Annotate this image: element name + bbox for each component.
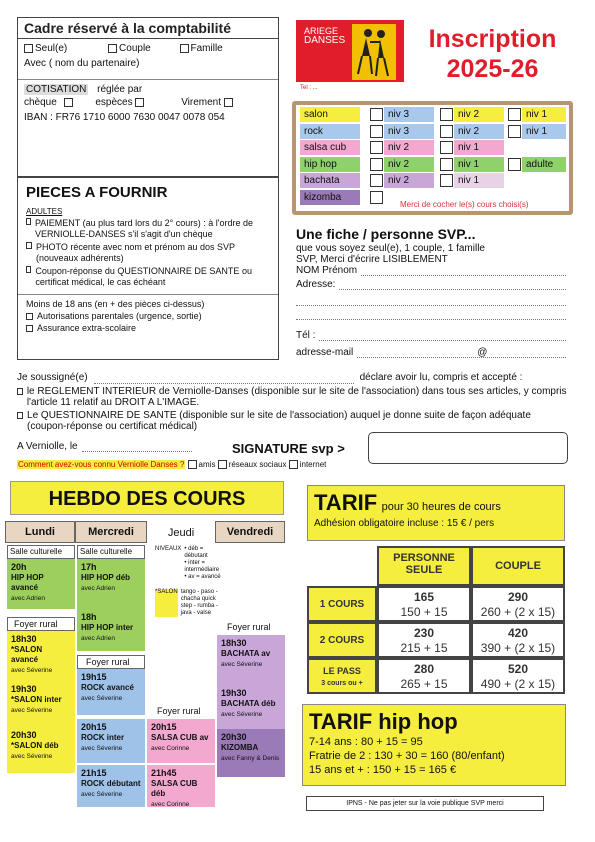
course-3-name: hip hop — [300, 157, 360, 172]
course-0-check3[interactable] — [508, 108, 521, 121]
course-1-check3[interactable] — [508, 125, 521, 138]
class-lundi-salon-av: 18h30 *SALON avancé avec Séverine — [7, 631, 75, 681]
check-questionnaire[interactable] — [26, 266, 31, 273]
checkbox-amis[interactable] — [188, 460, 197, 469]
iban: IBAN : FR76 1710 6000 7630 0047 0078 054 — [24, 112, 225, 123]
signature-field[interactable] — [368, 432, 568, 464]
checkbox-virement[interactable] — [224, 98, 233, 107]
documents-title: PIECES A FOURNIR — [26, 184, 168, 201]
name-field[interactable] — [361, 265, 566, 276]
course-selection-box — [292, 101, 573, 215]
course-0-level1: niv 3 — [384, 107, 434, 122]
date-field[interactable] — [82, 451, 192, 452]
course-3-level1: niv 2 — [384, 157, 434, 172]
check-questionnaire-sante[interactable] — [17, 412, 23, 419]
course-4-level1: niv 2 — [384, 173, 434, 188]
class-jeudi-salsa-av: 20h15 SALSA CUB av avec Corinne — [147, 719, 215, 763]
course-2-check1[interactable] — [370, 141, 383, 154]
course-1-level2: niv 2 — [454, 124, 504, 139]
class-mercredi-hiphop-deb: 17h HIP HOP déb avec Adrien — [77, 559, 145, 609]
day-jeudi: Jeudi — [147, 523, 215, 543]
class-jeudi-salsa-deb: 21h45 SALSA CUB déb avec Corinne — [147, 765, 215, 807]
course-1-check1[interactable] — [370, 125, 383, 138]
course-2-name: salsa cub — [300, 140, 360, 155]
class-mercredi-rock-inter: 20h15 ROCK inter avec Séverine — [77, 719, 145, 763]
day-lundi: Lundi — [5, 521, 75, 543]
class-lundi-hiphop: 20h HIP HOP avancé avec Adrien — [7, 559, 75, 609]
address-line-2[interactable] — [296, 292, 566, 306]
checkbox-seul[interactable] — [24, 44, 33, 53]
check-paiement[interactable] — [26, 218, 31, 225]
course-3-check2[interactable] — [440, 158, 453, 171]
checkbox-famille[interactable] — [180, 44, 189, 53]
day-vendredi: Vendredi — [215, 521, 285, 543]
course-4-name: bachata — [300, 173, 360, 188]
cotisation-label: COTISATION — [26, 84, 87, 95]
check-photo[interactable] — [26, 242, 32, 249]
page-title: Inscription 2025-26 — [428, 25, 557, 83]
tarif-table: PERSONNE SEULE COUPLE 1 COURS 165 150 + 15 290 260 + (2 x 15) 2 COURS 230 215 + 15 420 390 + (2 x 15) LE PASS 3 cours ou + 280 265 + 15 520 490 + (2 x 15) — [307, 546, 565, 696]
check-reglement[interactable] — [17, 388, 23, 395]
course-3-level3: adulte — [522, 157, 566, 172]
class-vendredi-bachata-deb: 19h30 BACHATA déb avec Séverine — [217, 685, 285, 729]
course-1-name: rock — [300, 124, 360, 139]
footer-ipns: IPNS - Ne pas jeter sur la voie publique SVP merci — [306, 796, 544, 811]
course-2-level2: niv 1 — [454, 140, 504, 155]
course-4-check2[interactable] — [440, 174, 453, 187]
schedule-grid: Lundi Mercredi Jeudi Vendredi Salle culturelle Salle culturelle 20h HIP HOP avancé avec Adrien Foyer rural 18h30 *SALON avancé avec Séverine 19h30 *SALON inter avec Séverine 20h30 *SALON déb avec Séverine 17h HIP HOP déb avec Adrien 18h HIP HOP inter avec Adrien Foyer rural 19h15 ROCK avancé avec Séverine 20h15 ROCK inter avec Séverine 21h15 ROCK débutant avec Séverine NIVEAUX • déb = débutant • inter = intermédiaire • av = avancé *SALON tango - paso - chacha quick step - rumba - java - valse Foyer rural 20h15 SALSA CUB av avec Corinne 21h45 SALSA CUB déb avec Corinne Foyer rural 18h30 BACHATA av avec Séverine 19h30 BACHATA déb avec Séverine 20h30 KIZOMBA avec Fanny & Denis — [5, 521, 285, 781]
course-3-level2: niv 1 — [454, 157, 504, 172]
tarif-header: TARIF pour 30 heures de cours Adhésion obligatoire incluse : 15 € / pers — [307, 485, 565, 541]
course-3-check3[interactable] — [508, 158, 521, 171]
course-5-check1[interactable] — [370, 191, 383, 204]
documents-box: PIECES A FOURNIR ADULTES PAIEMENT (au plus tard lors du 2° cours) : à l'ordre de VERNIOLLE-DANSES s'il s'agit d'un chèque PHOTO récente avec nom et prénom au dos SVP (nouveaux adhérents) Coupon-réponse du QUESTIONNAIRE DE SANTE ou certificat médical, le cas échéant Moins de 18 ans (en + des pièces ci-dessus) Autorisations parentales (urgence, sortie) Assurance extra-scolaire — [17, 177, 279, 360]
address-field[interactable] — [339, 279, 566, 290]
checkbox-reseaux[interactable] — [218, 460, 227, 469]
declaration: Je soussigné(e) déclare avoir lu, compris et accepté : le REGLEMENT INTERIEUR de Verniolle-Danses (disponible sur le site de l'association) dans tous ses articles, y compris l'article 11 relatif au DROIT A L'IMAGE. Le QUESTIONNAIRE DE SANTE (disponible sur le site de l'association) auquel je donne suite de façon adéquate (coupon-réponse ou certificat médical) — [17, 372, 567, 432]
course-0-check2[interactable] — [440, 108, 453, 121]
course-note: Merci de cocher le(s) cours choisi(s) — [400, 200, 529, 209]
checkbox-internet[interactable] — [289, 460, 298, 469]
course-0-level3: niv 1 — [522, 107, 566, 122]
course-1-level1: niv 3 — [384, 124, 434, 139]
class-mercredi-rock-deb: 21h15 ROCK débutant avec Séverine — [77, 765, 145, 807]
check-autorisations[interactable] — [26, 313, 33, 320]
class-lundi-salon-deb: 20h30 *SALON déb avec Séverine — [7, 727, 75, 773]
hiphop-tarif: TARIF hip hop 7-14 ans : 80 + 15 = 95 Fratrie de 2 : 130 + 30 = 160 (80/enfant) 15 ans et + : 150 + 15 = 165 € — [302, 704, 566, 786]
email-field[interactable]: @ — [357, 347, 566, 358]
class-mercredi-hiphop-inter: 18h HIP HOP inter avec Adrien — [77, 609, 145, 651]
logo: ARIEGE DANSES Tel : ... — [296, 20, 404, 94]
accounting-box: Cadre réservé à la comptabilité Seul(e) Couple Famille Avec ( nom du partenaire) COTISATION réglée par chèque espèces Virement IBAN : FR76 1710 6000 7630 0047 0078 054 — [17, 17, 279, 177]
dancers-icon — [352, 24, 396, 80]
course-2-check2[interactable] — [440, 141, 453, 154]
day-mercredi: Mercredi — [75, 521, 147, 543]
partner-label: Avec ( nom du partenaire) — [24, 58, 140, 69]
phone-field[interactable] — [319, 330, 566, 341]
course-4-check1[interactable] — [370, 174, 383, 187]
schedule-title: HEBDO DES COURS — [10, 481, 284, 515]
course-0-check1[interactable] — [370, 108, 383, 121]
checkbox-especes[interactable] — [135, 98, 144, 107]
course-5-name: kizomba — [300, 190, 360, 205]
address-line-3[interactable] — [296, 306, 566, 320]
check-assurance[interactable] — [26, 325, 33, 332]
signer-name-field[interactable] — [94, 372, 354, 384]
course-1-level3: niv 1 — [522, 124, 566, 139]
course-1-check2[interactable] — [440, 125, 453, 138]
class-lundi-salon-inter: 19h30 *SALON inter avec Séverine — [7, 681, 75, 727]
course-4-level2: niv 1 — [454, 173, 504, 188]
course-0-level2: niv 2 — [454, 107, 504, 122]
class-mercredi-rock-av: 19h15 ROCK avancé avec Séverine — [77, 669, 145, 715]
levels-legend: NIVEAUX • déb = débutant • inter = intermédiaire • av = avancé *SALON tango - paso - chacha quick step - rumba - java - valse — [155, 546, 221, 616]
accounting-title: Cadre réservé à la comptabilité — [18, 18, 278, 39]
course-3-check1[interactable] — [370, 158, 383, 171]
checkbox-cheque[interactable] — [64, 98, 73, 107]
signature-label: SIGNATURE svp > — [232, 441, 345, 456]
course-0-name: salon — [300, 107, 360, 122]
checkbox-couple[interactable] — [108, 44, 117, 53]
personal-info: Une fiche / personne SVP... que vous soyez seul(e), 1 couple, 1 famille SVP, Merci d'écrire LISIBLEMENT NOM Prénom Adresse: Tél : adresse-mail @ — [296, 226, 566, 358]
course-2-level1: niv 2 — [384, 140, 434, 155]
class-vendredi-bachata-av: 18h30 BACHATA av avec Séverine — [217, 635, 285, 685]
class-vendredi-kizomba: 20h30 KIZOMBA avec Fanny & Denis — [217, 729, 285, 777]
